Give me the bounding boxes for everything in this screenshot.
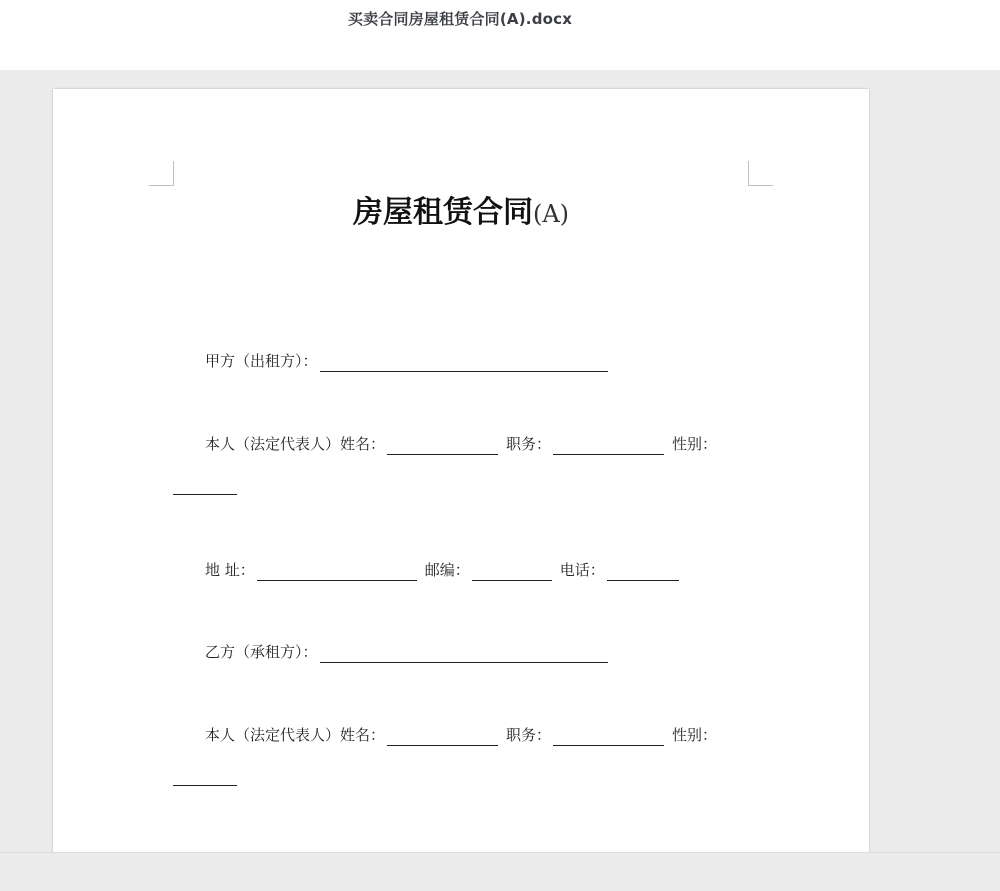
postcode-blank[interactable] [472,562,552,581]
title-bar [0,0,1000,70]
lessee-position-label: 职务： [506,726,552,744]
phone-label: 电话： [559,561,605,579]
lessor-blank[interactable] [320,353,608,372]
status-bar [0,852,1000,891]
lessor-name-blank[interactable] [387,436,498,455]
document-heading-main: 房屋租赁合同 [352,195,533,230]
lessor-person-row [205,433,717,455]
lessor-gender-label: 性别： [672,435,718,453]
lessor-label: 甲方（出租方）： [205,352,318,370]
lessee-name-blank[interactable] [387,727,498,746]
lessor-gender-blank[interactable] [173,493,237,495]
lessor-name-label: 本人（法定代表人）姓名： [205,435,386,453]
address-label: 地 址： [205,561,255,579]
margin-corner-top-left [149,161,174,186]
lessor-row [205,350,616,372]
lessee-person-row [205,724,717,746]
address-blank[interactable] [257,562,417,581]
lessee-row [205,641,616,663]
lessor-position-label: 职务： [506,435,552,453]
document-viewer[interactable] [0,70,1000,852]
address-row [205,559,687,581]
lessee-gender-label: 性别： [672,726,718,744]
lessee-position-blank[interactable] [553,727,664,746]
document-filename: 买卖合同房屋租赁合同(A).docx [347,10,573,28]
postcode-label: 邮编： [424,561,470,579]
phone-blank[interactable] [607,562,679,581]
lessor-position-blank[interactable] [553,436,664,455]
lessee-blank[interactable] [320,644,608,663]
lessee-name-label: 本人（法定代表人）姓名： [205,726,386,744]
document-heading-suffix: (A) [532,200,570,228]
document-page[interactable] [53,89,869,852]
margin-corner-top-right [748,161,773,186]
document-heading [53,187,869,231]
lessee-gender-blank[interactable] [173,784,237,786]
lessee-label: 乙方（承租方）： [205,643,318,661]
